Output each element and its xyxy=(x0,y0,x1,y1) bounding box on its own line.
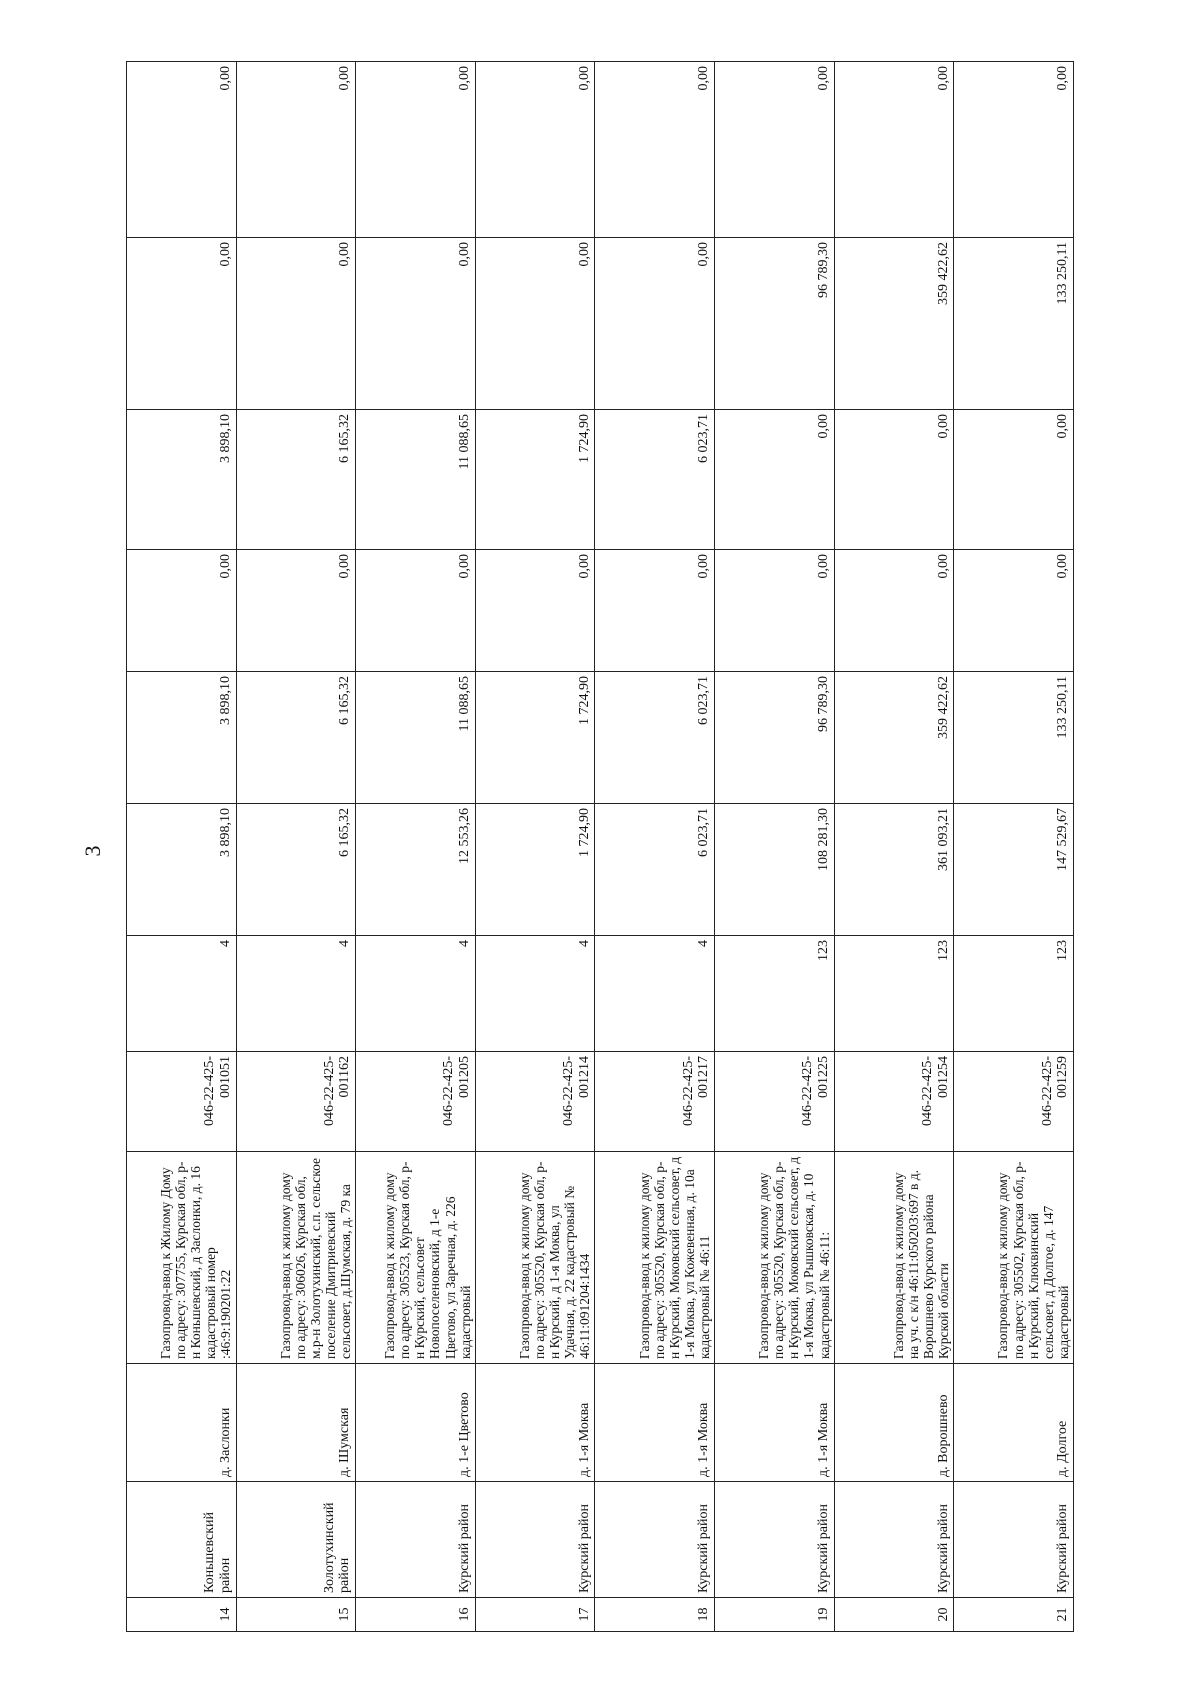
district-cell: Курский район xyxy=(595,1482,715,1598)
table-container xyxy=(126,62,1074,1632)
total-cost-cell: 108 281,30 xyxy=(715,804,835,936)
amount-cell: 96 789,30 xyxy=(715,672,835,804)
amount-cell-4: 0,00 xyxy=(475,238,595,410)
table-row xyxy=(127,62,237,1632)
total-cost-cell: 6 165,32 xyxy=(236,804,356,936)
row-number-cell: 15 xyxy=(236,1598,356,1632)
district-cell: Курский район xyxy=(475,1482,595,1598)
settlement-cell: д. 1-я Моква xyxy=(475,1364,595,1482)
table-row xyxy=(715,62,835,1632)
table-row xyxy=(834,62,954,1632)
amount-cell: 3 898,10 xyxy=(127,672,237,804)
total-cost-cell: 6 023,71 xyxy=(595,804,715,936)
amount-cell: 6 165,32 xyxy=(236,672,356,804)
category-cell: 4 xyxy=(127,936,237,1052)
district-cell: Курский район xyxy=(834,1482,954,1598)
description-cell: Газопровод-ввод к жилому дому по адресу: 305520, Курская обл, р-н Курский, Моковский сельсовет, д 1-я Моква, ул Кожевенная, д. 10а кадастровый № 46:11 xyxy=(595,1152,715,1364)
amount-cell-2: 0,00 xyxy=(715,550,835,672)
description-cell: Газопровод-ввод к жилому дому по адресу: 305520, Курская обл, р-н Курский, д 1-я Моква, ул Удачная, д. 22 кадастровый № 46:11:091204:1434 xyxy=(475,1152,595,1364)
table-row xyxy=(595,62,715,1632)
district-cell: Золотухинский район xyxy=(236,1482,356,1598)
row-number-cell: 16 xyxy=(356,1598,476,1632)
row-number-cell: 21 xyxy=(954,1598,1074,1632)
amount-cell: 1 724,90 xyxy=(475,672,595,804)
amount-cell-5: 0,00 xyxy=(127,62,237,238)
amount-cell: 133 250,11 xyxy=(954,672,1074,804)
total-cost-cell: 3 898,10 xyxy=(127,804,237,936)
row-number-cell: 20 xyxy=(834,1598,954,1632)
object-code-cell: 046-22-425-001217 xyxy=(595,1052,715,1152)
amount-cell-3: 0,00 xyxy=(834,410,954,550)
page-number: 3 xyxy=(80,845,105,857)
description-cell: Газопровод-ввод к жилому дому по адресу: 305523, Курская обл, р-н Курский, сельсовет Новопоселеновский, д 1-е Цветово, ул Заречная, д. 226 кадастровый xyxy=(356,1152,476,1364)
table-row xyxy=(954,62,1074,1632)
amount-cell-2: 0,00 xyxy=(954,550,1074,672)
district-cell: Курский район xyxy=(356,1482,476,1598)
amount-cell-3: 0,00 xyxy=(715,410,835,550)
settlement-cell: д. 1-е Цветово xyxy=(356,1364,476,1482)
description-cell: Газопровод-ввод к Жилому Дому по адресу: 307755, Курская обл, р-н Коньшевский, д Заслонки, д. 16 кадастровый номер :46:9:190201:22 xyxy=(127,1152,237,1364)
row-number-cell: 18 xyxy=(595,1598,715,1632)
amount-cell-3: 11 088,65 xyxy=(356,410,476,550)
amount-cell-4: 0,00 xyxy=(595,238,715,410)
amount-cell-2: 0,00 xyxy=(236,550,356,672)
amount-cell-3: 0,00 xyxy=(954,410,1074,550)
amount-cell-5: 0,00 xyxy=(954,62,1074,238)
amount-cell-5: 0,00 xyxy=(834,62,954,238)
object-code-cell: 046-22-425-001254 xyxy=(834,1052,954,1152)
amount-cell-4: 0,00 xyxy=(127,238,237,410)
amount-cell-5: 0,00 xyxy=(595,62,715,238)
amount-cell-3: 3 898,10 xyxy=(127,410,237,550)
category-cell: 4 xyxy=(236,936,356,1052)
amount-cell-4: 0,00 xyxy=(236,238,356,410)
table-row xyxy=(356,62,476,1632)
description-cell: Газопровод-ввод к жилому дому по адресу: 305502, Курская обл, р-н Курский, Клюквинский сельсовет, д Долгое, д. 147 кадастровый xyxy=(954,1152,1074,1364)
amount-cell-2: 0,00 xyxy=(475,550,595,672)
amount-cell-3: 6 023,71 xyxy=(595,410,715,550)
total-cost-cell: 361 093,21 xyxy=(834,804,954,936)
settlement-cell: д. Ворошнево xyxy=(834,1364,954,1482)
total-cost-cell: 1 724,90 xyxy=(475,804,595,936)
amount-cell-2: 0,00 xyxy=(356,550,476,672)
object-code-cell: 046-22-425-001205 xyxy=(356,1052,476,1152)
object-code-cell: 046-22-425-001214 xyxy=(475,1052,595,1152)
total-cost-cell: 147 529,67 xyxy=(954,804,1074,936)
table-row xyxy=(236,62,356,1632)
row-number-cell: 14 xyxy=(127,1598,237,1632)
amount-cell-4: 359 422,62 xyxy=(834,238,954,410)
district-cell: Курский район xyxy=(954,1482,1074,1598)
amount-cell-5: 0,00 xyxy=(356,62,476,238)
amount-cell-2: 0,00 xyxy=(834,550,954,672)
amount-cell-2: 0,00 xyxy=(127,550,237,672)
settlement-cell: д. Долгое xyxy=(954,1364,1074,1482)
settlement-cell: д. Заслонки xyxy=(127,1364,237,1482)
amount-cell-3: 1 724,90 xyxy=(475,410,595,550)
amount-cell-5: 0,00 xyxy=(715,62,835,238)
category-cell: 4 xyxy=(595,936,715,1052)
table-body xyxy=(127,62,1074,1632)
description-cell: Газопровод-ввод к жилому дому по адресу: 306026, Курская обл, м.р-н Золотухинский, с.п. сельское поселение Дмитриевский сельсовет, д.Шумская, д. 79 ка xyxy=(236,1152,356,1364)
category-cell: 123 xyxy=(834,936,954,1052)
amount-cell: 11 088,65 xyxy=(356,672,476,804)
settlement-cell: д. 1-я Моква xyxy=(715,1364,835,1482)
amount-cell-4: 133 250,11 xyxy=(954,238,1074,410)
district-cell: Коньшевский район xyxy=(127,1482,237,1598)
category-cell: 4 xyxy=(356,936,476,1052)
category-cell: 123 xyxy=(954,936,1074,1052)
settlement-cell: д. Шумская xyxy=(236,1364,356,1482)
object-code-cell: 046-22-425-001259 xyxy=(954,1052,1074,1152)
amount-cell-4: 96 789,30 xyxy=(715,238,835,410)
row-number-cell: 19 xyxy=(715,1598,835,1632)
description-cell: Газопровод-ввод к жилому дому по адресу: 305520, Курская обл, р-н Курский, Моковский сельсовет, д 1-я Моква, ул Рышковская, д. 10 кадастровый № 46:11: xyxy=(715,1152,835,1364)
settlement-cell: д. 1-я Моква xyxy=(595,1364,715,1482)
gas-pipeline-table xyxy=(126,61,1074,1632)
amount-cell-4: 0,00 xyxy=(356,238,476,410)
amount-cell-2: 0,00 xyxy=(595,550,715,672)
row-number-cell: 17 xyxy=(475,1598,595,1632)
amount-cell: 6 023,71 xyxy=(595,672,715,804)
object-code-cell: 046-22-425-001225 xyxy=(715,1052,835,1152)
amount-cell-3: 6 165,32 xyxy=(236,410,356,550)
object-code-cell: 046-22-425-001162 xyxy=(236,1052,356,1152)
amount-cell-5: 0,00 xyxy=(475,62,595,238)
amount-cell: 359 422,62 xyxy=(834,672,954,804)
category-cell: 4 xyxy=(475,936,595,1052)
description-cell: Газопровод-ввод к жилому дому на уч. с к/н 46:11:050203:697 в д. Ворошнево Курского района Курской области xyxy=(834,1152,954,1364)
district-cell: Курский район xyxy=(715,1482,835,1598)
table-row xyxy=(475,62,595,1632)
category-cell: 123 xyxy=(715,936,835,1052)
amount-cell-5: 0,00 xyxy=(236,62,356,238)
object-code-cell: 046-22-425-001051 xyxy=(127,1052,237,1152)
total-cost-cell: 12 553,26 xyxy=(356,804,476,936)
